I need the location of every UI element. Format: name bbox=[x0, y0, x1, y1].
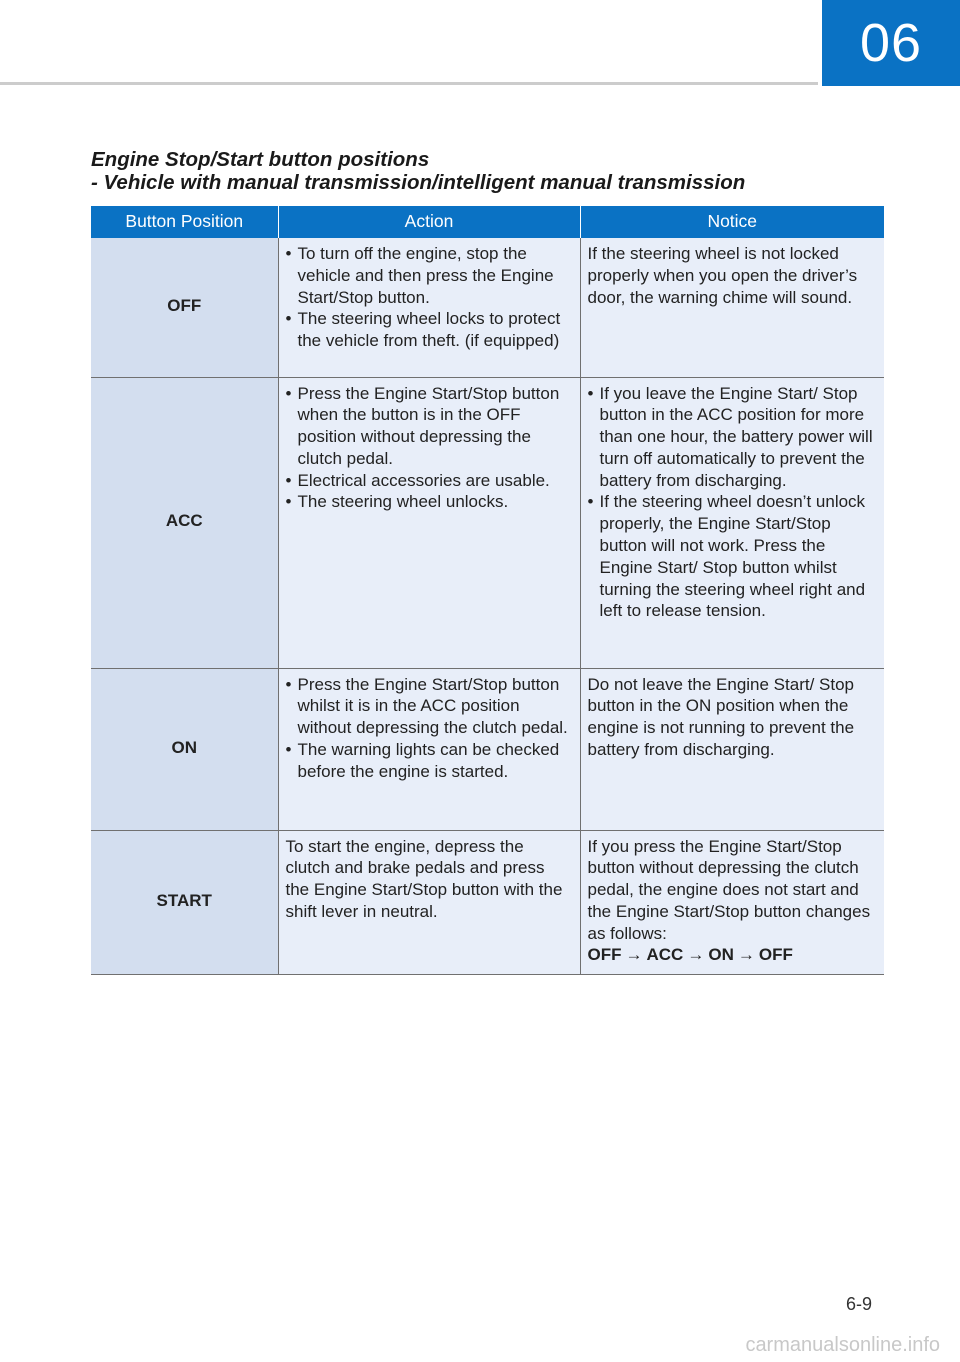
table-row-off bbox=[91, 238, 884, 377]
page-number: 6-9 bbox=[846, 1294, 873, 1314]
list-item: • Press the Engine Start/Stop button when the button is in the OFF position without depressing the clutch pedal. bbox=[286, 383, 573, 470]
action-on bbox=[278, 668, 580, 830]
action-start: To start the engine, depress the clutch and brake pedals and press the Engine Start/Stop button with the shift lever in neutral. bbox=[278, 830, 580, 975]
action-off bbox=[278, 238, 580, 377]
position-sequence bbox=[588, 944, 878, 966]
list-item: • Electrical accessories are usable. bbox=[286, 470, 573, 492]
sequence-step: OFF bbox=[587, 945, 622, 965]
table-row-acc bbox=[91, 377, 884, 668]
button-positions-table bbox=[91, 206, 884, 975]
sequence-step: ACC bbox=[646, 945, 684, 965]
section-title-line-2: - Vehicle with manual transmission/intelligent manual transmission bbox=[91, 171, 746, 194]
list-item: • If the steering wheel doesn’t unlock properly, the Engine Start/Stop button will not work. Press the Engine Start/ Stop button whilst turning the steering wheel right and left to release tension. bbox=[588, 491, 878, 622]
notice-start bbox=[580, 830, 884, 975]
list-item: • The steering wheel unlocks. bbox=[286, 491, 573, 513]
arrow-right-icon: → bbox=[737, 945, 755, 965]
arrow-right-icon: → bbox=[687, 945, 705, 965]
list-item: • To turn off the engine, stop the vehicle and then press the Engine Start/Stop button. bbox=[286, 243, 573, 308]
position-off: OFF bbox=[91, 238, 278, 377]
table-header-row bbox=[91, 206, 884, 238]
list-item: • The warning lights can be checked before the engine is started. bbox=[286, 739, 573, 783]
header-rule bbox=[0, 82, 818, 85]
position-acc: ACC bbox=[91, 377, 278, 668]
notice-on: Do not leave the Engine Start/ Stop button in the ON position when the engine is not running to prevent the battery from discharging. bbox=[580, 668, 884, 830]
chapter-number-tab: 06 bbox=[822, 0, 960, 86]
sequence-step: OFF bbox=[758, 945, 793, 965]
notice-acc bbox=[580, 377, 884, 668]
sequence-step: ON bbox=[708, 945, 734, 965]
list-item: • The steering wheel locks to protect the vehicle from theft. (if equipped) bbox=[286, 308, 573, 352]
table-row-start bbox=[91, 830, 884, 975]
notice-off: If the steering wheel is not locked properly when you open the driver’s door, the warning chime will sound. bbox=[580, 238, 884, 377]
watermark: carmanualsonline.info bbox=[745, 1334, 940, 1356]
notice-start-text: If you press the Engine Start/Stop button without depressing the clutch pedal, the engine does not start and the Engine Start/Stop button changes as follows: bbox=[587, 836, 871, 943]
position-on: ON bbox=[91, 668, 278, 830]
table-row-on bbox=[91, 668, 884, 830]
position-start: START bbox=[91, 830, 278, 975]
list-item: • If you leave the Engine Start/ Stop button in the ACC position for more than one hour, the battery power will turn off automatically to prevent the battery from discharging. bbox=[588, 383, 878, 492]
header-action: Action bbox=[278, 206, 580, 238]
section-title-line-1: Engine Stop/Start button positions bbox=[91, 148, 430, 171]
header-notice: Notice bbox=[580, 206, 884, 238]
action-acc bbox=[278, 377, 580, 668]
arrow-right-icon: → bbox=[625, 945, 643, 965]
section-title bbox=[91, 148, 891, 194]
header-button-position: Button Position bbox=[91, 206, 278, 238]
list-item: • Press the Engine Start/Stop button whilst it is in the ACC position without depressing the clutch pedal. bbox=[286, 674, 573, 739]
